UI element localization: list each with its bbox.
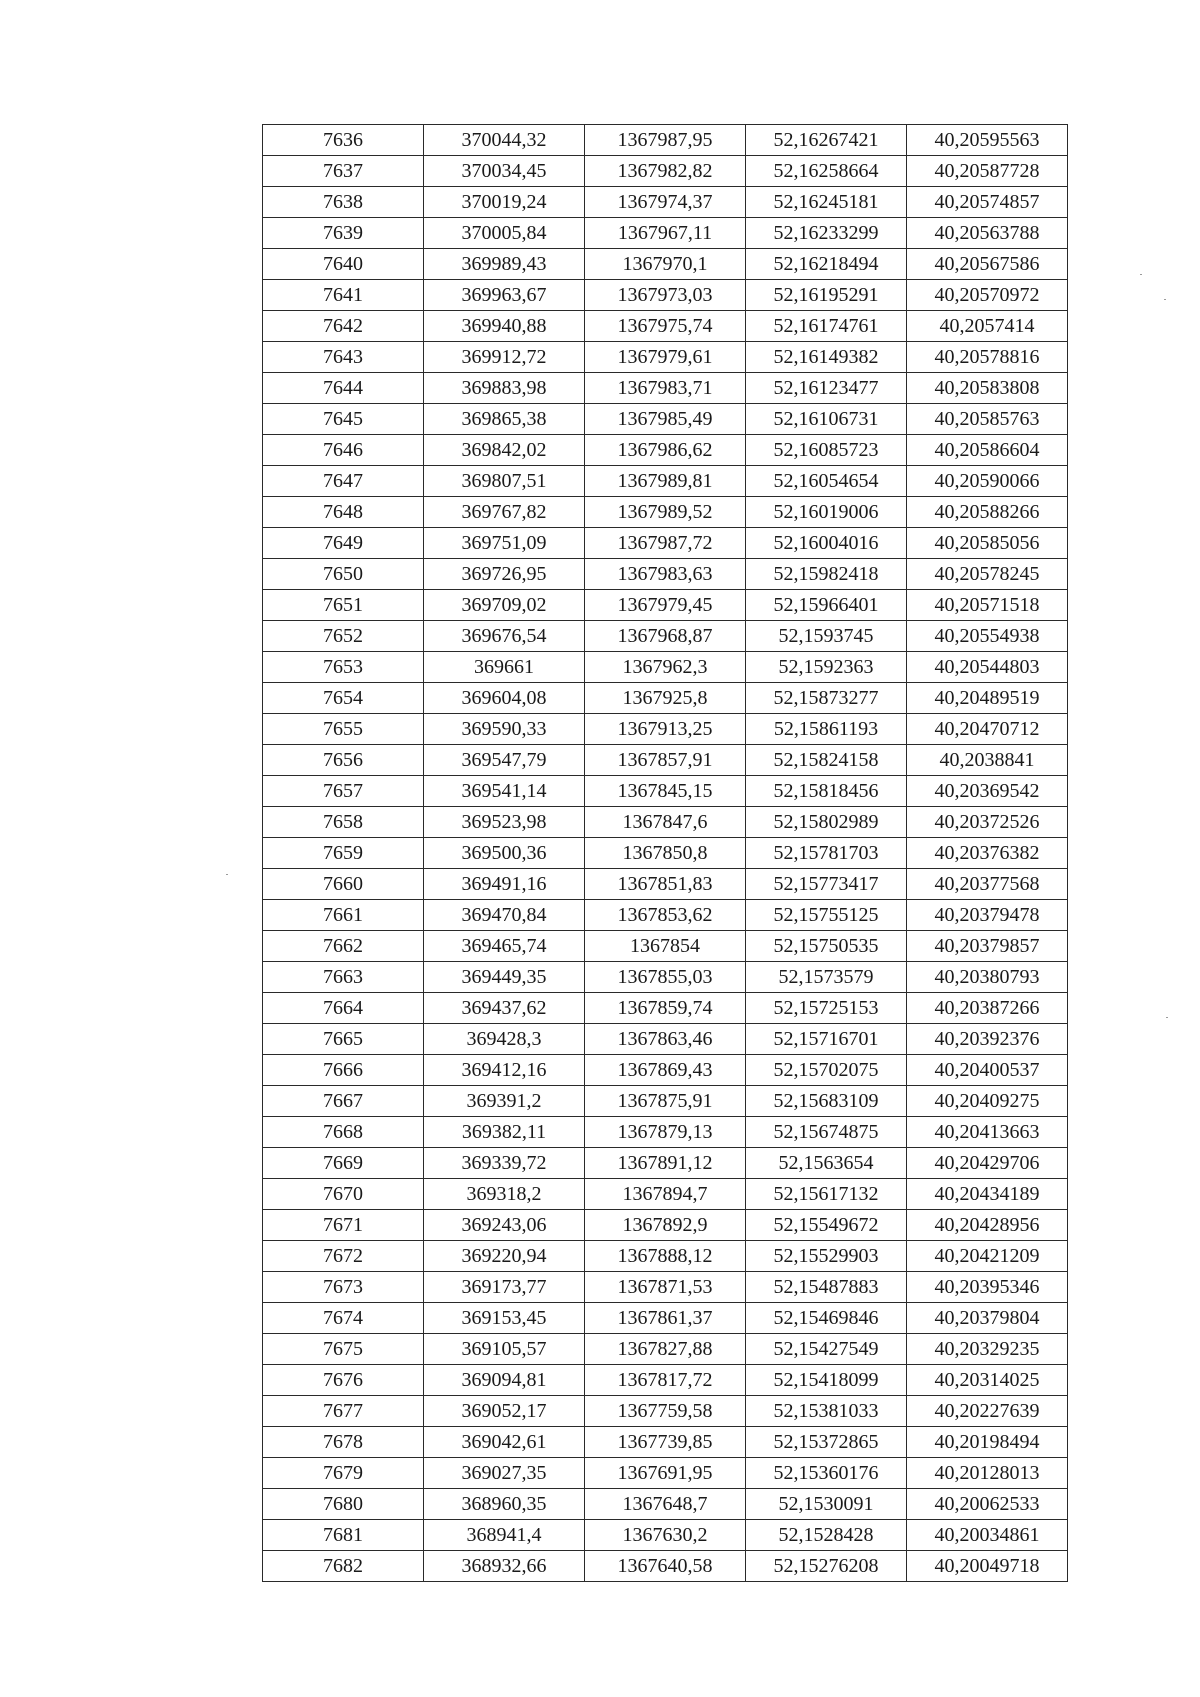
y-coordinate-cell: 1367962,3	[585, 652, 746, 683]
point-number-cell: 7651	[263, 590, 424, 621]
table-row	[263, 900, 1068, 931]
point-number-cell: 7665	[263, 1024, 424, 1055]
table-row	[263, 745, 1068, 776]
table-row	[263, 776, 1068, 807]
table-row	[263, 1210, 1068, 1241]
table-row	[263, 1334, 1068, 1365]
latitude-cell: 52,15549672	[746, 1210, 907, 1241]
table-row	[263, 1427, 1068, 1458]
longitude-cell: 40,20421209	[907, 1241, 1068, 1272]
x-coordinate-cell: 369751,09	[424, 528, 585, 559]
latitude-cell: 52,16218494	[746, 249, 907, 280]
point-number-cell: 7669	[263, 1148, 424, 1179]
y-coordinate-cell: 1367759,58	[585, 1396, 746, 1427]
y-coordinate-cell: 1367648,7	[585, 1489, 746, 1520]
y-coordinate-cell: 1367973,03	[585, 280, 746, 311]
y-coordinate-cell: 1367968,87	[585, 621, 746, 652]
latitude-cell: 52,15418099	[746, 1365, 907, 1396]
longitude-cell: 40,20567586	[907, 249, 1068, 280]
latitude-cell: 52,15487883	[746, 1272, 907, 1303]
latitude-cell: 52,15674875	[746, 1117, 907, 1148]
point-number-cell: 7644	[263, 373, 424, 404]
latitude-cell: 52,16233299	[746, 218, 907, 249]
x-coordinate-cell: 368960,35	[424, 1489, 585, 1520]
longitude-cell: 40,20409275	[907, 1086, 1068, 1117]
x-coordinate-cell: 369465,74	[424, 931, 585, 962]
longitude-cell: 40,20574857	[907, 187, 1068, 218]
latitude-cell: 52,16149382	[746, 342, 907, 373]
scan-speck	[1166, 1017, 1168, 1018]
point-number-cell: 7671	[263, 1210, 424, 1241]
table-row	[263, 528, 1068, 559]
latitude-cell: 52,15824158	[746, 745, 907, 776]
point-number-cell: 7636	[263, 125, 424, 156]
y-coordinate-cell: 1367879,13	[585, 1117, 746, 1148]
y-coordinate-cell: 1367987,95	[585, 125, 746, 156]
table-row	[263, 466, 1068, 497]
point-number-cell: 7638	[263, 187, 424, 218]
latitude-cell: 52,15529903	[746, 1241, 907, 1272]
latitude-cell: 52,1593745	[746, 621, 907, 652]
x-coordinate-cell: 369153,45	[424, 1303, 585, 1334]
longitude-cell: 40,20544803	[907, 652, 1068, 683]
y-coordinate-cell: 1367974,37	[585, 187, 746, 218]
y-coordinate-cell: 1367859,74	[585, 993, 746, 1024]
table-row	[263, 962, 1068, 993]
longitude-cell: 40,20571518	[907, 590, 1068, 621]
y-coordinate-cell: 1367855,03	[585, 962, 746, 993]
table-row	[263, 1148, 1068, 1179]
x-coordinate-cell: 369428,3	[424, 1024, 585, 1055]
point-number-cell: 7663	[263, 962, 424, 993]
point-number-cell: 7658	[263, 807, 424, 838]
longitude-cell: 40,20563788	[907, 218, 1068, 249]
point-number-cell: 7657	[263, 776, 424, 807]
longitude-cell: 40,20470712	[907, 714, 1068, 745]
x-coordinate-cell: 369676,54	[424, 621, 585, 652]
longitude-cell: 40,20578245	[907, 559, 1068, 590]
longitude-cell: 40,20590066	[907, 466, 1068, 497]
table-row	[263, 838, 1068, 869]
table-row	[263, 497, 1068, 528]
latitude-cell: 52,15750535	[746, 931, 907, 962]
x-coordinate-cell: 370034,45	[424, 156, 585, 187]
x-coordinate-cell: 369661	[424, 652, 585, 683]
x-coordinate-cell: 369912,72	[424, 342, 585, 373]
table-row	[263, 249, 1068, 280]
point-number-cell: 7670	[263, 1179, 424, 1210]
point-number-cell: 7661	[263, 900, 424, 931]
x-coordinate-cell: 369523,98	[424, 807, 585, 838]
x-coordinate-cell: 370044,32	[424, 125, 585, 156]
table-row	[263, 280, 1068, 311]
latitude-cell: 52,15982418	[746, 559, 907, 590]
table-row	[263, 1241, 1068, 1272]
x-coordinate-cell: 369339,72	[424, 1148, 585, 1179]
longitude-cell: 40,20395346	[907, 1272, 1068, 1303]
longitude-cell: 40,20372526	[907, 807, 1068, 838]
x-coordinate-cell: 368941,4	[424, 1520, 585, 1551]
table-row	[263, 590, 1068, 621]
y-coordinate-cell: 1367817,72	[585, 1365, 746, 1396]
table-row	[263, 869, 1068, 900]
latitude-cell: 52,15966401	[746, 590, 907, 621]
longitude-cell: 40,20489519	[907, 683, 1068, 714]
table-row	[263, 714, 1068, 745]
table-row	[263, 1117, 1068, 1148]
y-coordinate-cell: 1367640,58	[585, 1551, 746, 1582]
latitude-cell: 52,16245181	[746, 187, 907, 218]
y-coordinate-cell: 1367894,7	[585, 1179, 746, 1210]
latitude-cell: 52,16258664	[746, 156, 907, 187]
scan-speck	[1140, 274, 1142, 275]
point-number-cell: 7675	[263, 1334, 424, 1365]
point-number-cell: 7682	[263, 1551, 424, 1582]
point-number-cell: 7679	[263, 1458, 424, 1489]
y-coordinate-cell: 1367967,11	[585, 218, 746, 249]
y-coordinate-cell: 1367975,74	[585, 311, 746, 342]
y-coordinate-cell: 1367970,1	[585, 249, 746, 280]
table-row	[263, 1272, 1068, 1303]
latitude-cell: 52,1530091	[746, 1489, 907, 1520]
longitude-cell: 40,20429706	[907, 1148, 1068, 1179]
point-number-cell: 7640	[263, 249, 424, 280]
x-coordinate-cell: 369094,81	[424, 1365, 585, 1396]
longitude-cell: 40,20413663	[907, 1117, 1068, 1148]
table-row	[263, 404, 1068, 435]
longitude-cell: 40,20585763	[907, 404, 1068, 435]
y-coordinate-cell: 1367888,12	[585, 1241, 746, 1272]
longitude-cell: 40,20314025	[907, 1365, 1068, 1396]
x-coordinate-cell: 369027,35	[424, 1458, 585, 1489]
x-coordinate-cell: 369220,94	[424, 1241, 585, 1272]
latitude-cell: 52,15372865	[746, 1427, 907, 1458]
y-coordinate-cell: 1367986,62	[585, 435, 746, 466]
table-row	[263, 311, 1068, 342]
y-coordinate-cell: 1367983,63	[585, 559, 746, 590]
point-number-cell: 7642	[263, 311, 424, 342]
point-number-cell: 7667	[263, 1086, 424, 1117]
latitude-cell: 52,16123477	[746, 373, 907, 404]
latitude-cell: 52,15781703	[746, 838, 907, 869]
longitude-cell: 40,20585056	[907, 528, 1068, 559]
point-number-cell: 7652	[263, 621, 424, 652]
longitude-cell: 40,20380793	[907, 962, 1068, 993]
y-coordinate-cell: 1367739,85	[585, 1427, 746, 1458]
x-coordinate-cell: 369541,14	[424, 776, 585, 807]
y-coordinate-cell: 1367857,91	[585, 745, 746, 776]
point-number-cell: 7656	[263, 745, 424, 776]
x-coordinate-cell: 369989,43	[424, 249, 585, 280]
point-number-cell: 7654	[263, 683, 424, 714]
y-coordinate-cell: 1367925,8	[585, 683, 746, 714]
y-coordinate-cell: 1367989,52	[585, 497, 746, 528]
x-coordinate-cell: 369173,77	[424, 1272, 585, 1303]
latitude-cell: 52,15861193	[746, 714, 907, 745]
longitude-cell: 40,20049718	[907, 1551, 1068, 1582]
table-row	[263, 1551, 1068, 1582]
point-number-cell: 7646	[263, 435, 424, 466]
y-coordinate-cell: 1367913,25	[585, 714, 746, 745]
y-coordinate-cell: 1367630,2	[585, 1520, 746, 1551]
x-coordinate-cell: 369963,67	[424, 280, 585, 311]
longitude-cell: 40,20227639	[907, 1396, 1068, 1427]
point-number-cell: 7645	[263, 404, 424, 435]
x-coordinate-cell: 370019,24	[424, 187, 585, 218]
x-coordinate-cell: 369470,84	[424, 900, 585, 931]
longitude-cell: 40,20379857	[907, 931, 1068, 962]
latitude-cell: 52,15683109	[746, 1086, 907, 1117]
y-coordinate-cell: 1367691,95	[585, 1458, 746, 1489]
y-coordinate-cell: 1367853,62	[585, 900, 746, 931]
x-coordinate-cell: 369807,51	[424, 466, 585, 497]
x-coordinate-cell: 369491,16	[424, 869, 585, 900]
x-coordinate-cell: 369940,88	[424, 311, 585, 342]
x-coordinate-cell: 369105,57	[424, 1334, 585, 1365]
point-number-cell: 7659	[263, 838, 424, 869]
longitude-cell: 40,20198494	[907, 1427, 1068, 1458]
latitude-cell: 52,15702075	[746, 1055, 907, 1086]
longitude-cell: 40,20434189	[907, 1179, 1068, 1210]
scan-speck	[1164, 299, 1166, 300]
point-number-cell: 7653	[263, 652, 424, 683]
point-number-cell: 7664	[263, 993, 424, 1024]
table-row	[263, 1055, 1068, 1086]
latitude-cell: 52,15873277	[746, 683, 907, 714]
latitude-cell: 52,16004016	[746, 528, 907, 559]
x-coordinate-cell: 369449,35	[424, 962, 585, 993]
latitude-cell: 52,1573579	[746, 962, 907, 993]
latitude-cell: 52,15725153	[746, 993, 907, 1024]
latitude-cell: 52,15617132	[746, 1179, 907, 1210]
x-coordinate-cell: 369883,98	[424, 373, 585, 404]
point-number-cell: 7681	[263, 1520, 424, 1551]
point-number-cell: 7662	[263, 931, 424, 962]
y-coordinate-cell: 1367892,9	[585, 1210, 746, 1241]
table-row	[263, 1489, 1068, 1520]
latitude-cell: 52,15755125	[746, 900, 907, 931]
y-coordinate-cell: 1367979,61	[585, 342, 746, 373]
y-coordinate-cell: 1367827,88	[585, 1334, 746, 1365]
x-coordinate-cell: 369382,11	[424, 1117, 585, 1148]
longitude-cell: 40,20376382	[907, 838, 1068, 869]
y-coordinate-cell: 1367850,8	[585, 838, 746, 869]
longitude-cell: 40,20329235	[907, 1334, 1068, 1365]
x-coordinate-cell: 369412,16	[424, 1055, 585, 1086]
table-row	[263, 1520, 1068, 1551]
x-coordinate-cell: 369590,33	[424, 714, 585, 745]
y-coordinate-cell: 1367851,83	[585, 869, 746, 900]
x-coordinate-cell: 369726,95	[424, 559, 585, 590]
latitude-cell: 52,16195291	[746, 280, 907, 311]
x-coordinate-cell: 369709,02	[424, 590, 585, 621]
coordinates-table	[262, 124, 1068, 1582]
table-row	[263, 156, 1068, 187]
point-number-cell: 7676	[263, 1365, 424, 1396]
longitude-cell: 40,20588266	[907, 497, 1068, 528]
latitude-cell: 52,16054654	[746, 466, 907, 497]
y-coordinate-cell: 1367989,81	[585, 466, 746, 497]
longitude-cell: 40,2038841	[907, 745, 1068, 776]
table-row	[263, 652, 1068, 683]
table-row	[263, 1179, 1068, 1210]
latitude-cell: 52,16267421	[746, 125, 907, 156]
latitude-cell: 52,1528428	[746, 1520, 907, 1551]
x-coordinate-cell: 369318,2	[424, 1179, 585, 1210]
y-coordinate-cell: 1367982,82	[585, 156, 746, 187]
latitude-cell: 52,15276208	[746, 1551, 907, 1582]
point-number-cell: 7647	[263, 466, 424, 497]
point-number-cell: 7649	[263, 528, 424, 559]
table-row	[263, 1086, 1068, 1117]
x-coordinate-cell: 368932,66	[424, 1551, 585, 1582]
table-row	[263, 993, 1068, 1024]
table-row	[263, 1024, 1068, 1055]
point-number-cell: 7639	[263, 218, 424, 249]
latitude-cell: 52,16174761	[746, 311, 907, 342]
x-coordinate-cell: 370005,84	[424, 218, 585, 249]
x-coordinate-cell: 369842,02	[424, 435, 585, 466]
point-number-cell: 7672	[263, 1241, 424, 1272]
latitude-cell: 52,15381033	[746, 1396, 907, 1427]
point-number-cell: 7678	[263, 1427, 424, 1458]
x-coordinate-cell: 369547,79	[424, 745, 585, 776]
longitude-cell: 40,20400537	[907, 1055, 1068, 1086]
y-coordinate-cell: 1367875,91	[585, 1086, 746, 1117]
longitude-cell: 40,20554938	[907, 621, 1068, 652]
table-row	[263, 1303, 1068, 1334]
latitude-cell: 52,15469846	[746, 1303, 907, 1334]
latitude-cell: 52,15360176	[746, 1458, 907, 1489]
point-number-cell: 7673	[263, 1272, 424, 1303]
longitude-cell: 40,20428956	[907, 1210, 1068, 1241]
point-number-cell: 7660	[263, 869, 424, 900]
y-coordinate-cell: 1367847,6	[585, 807, 746, 838]
point-number-cell: 7668	[263, 1117, 424, 1148]
table-row	[263, 1396, 1068, 1427]
longitude-cell: 40,20387266	[907, 993, 1068, 1024]
longitude-cell: 40,20587728	[907, 156, 1068, 187]
longitude-cell: 40,20586604	[907, 435, 1068, 466]
y-coordinate-cell: 1367985,49	[585, 404, 746, 435]
x-coordinate-cell: 369042,61	[424, 1427, 585, 1458]
table-row	[263, 683, 1068, 714]
latitude-cell: 52,1563654	[746, 1148, 907, 1179]
latitude-cell: 52,15716701	[746, 1024, 907, 1055]
y-coordinate-cell: 1367871,53	[585, 1272, 746, 1303]
x-coordinate-cell: 369865,38	[424, 404, 585, 435]
latitude-cell: 52,15802989	[746, 807, 907, 838]
x-coordinate-cell: 369767,82	[424, 497, 585, 528]
table-row	[263, 125, 1068, 156]
longitude-cell: 40,20377568	[907, 869, 1068, 900]
y-coordinate-cell: 1367983,71	[585, 373, 746, 404]
table-row	[263, 1365, 1068, 1396]
table-row	[263, 218, 1068, 249]
point-number-cell: 7650	[263, 559, 424, 590]
table-row	[263, 621, 1068, 652]
table-row	[263, 342, 1068, 373]
y-coordinate-cell: 1367854	[585, 931, 746, 962]
longitude-cell: 40,20583808	[907, 373, 1068, 404]
longitude-cell: 40,20379804	[907, 1303, 1068, 1334]
point-number-cell: 7648	[263, 497, 424, 528]
y-coordinate-cell: 1367891,12	[585, 1148, 746, 1179]
table-row	[263, 373, 1068, 404]
longitude-cell: 40,20392376	[907, 1024, 1068, 1055]
table-row	[263, 187, 1068, 218]
latitude-cell: 52,16106731	[746, 404, 907, 435]
point-number-cell: 7655	[263, 714, 424, 745]
longitude-cell: 40,20034861	[907, 1520, 1068, 1551]
point-number-cell: 7641	[263, 280, 424, 311]
longitude-cell: 40,20379478	[907, 900, 1068, 931]
x-coordinate-cell: 369437,62	[424, 993, 585, 1024]
latitude-cell: 52,15818456	[746, 776, 907, 807]
longitude-cell: 40,2057414	[907, 311, 1068, 342]
latitude-cell: 52,1592363	[746, 652, 907, 683]
longitude-cell: 40,20570972	[907, 280, 1068, 311]
longitude-cell: 40,20062533	[907, 1489, 1068, 1520]
latitude-cell: 52,15773417	[746, 869, 907, 900]
longitude-cell: 40,20369542	[907, 776, 1068, 807]
y-coordinate-cell: 1367863,46	[585, 1024, 746, 1055]
table-row	[263, 1458, 1068, 1489]
latitude-cell: 52,16019006	[746, 497, 907, 528]
point-number-cell: 7637	[263, 156, 424, 187]
point-number-cell: 7674	[263, 1303, 424, 1334]
x-coordinate-cell: 369604,08	[424, 683, 585, 714]
table-row	[263, 807, 1068, 838]
coordinates-table-body	[263, 125, 1068, 1582]
scan-speck	[226, 874, 228, 875]
x-coordinate-cell: 369500,36	[424, 838, 585, 869]
table-row	[263, 559, 1068, 590]
x-coordinate-cell: 369052,17	[424, 1396, 585, 1427]
y-coordinate-cell: 1367979,45	[585, 590, 746, 621]
y-coordinate-cell: 1367869,43	[585, 1055, 746, 1086]
point-number-cell: 7677	[263, 1396, 424, 1427]
x-coordinate-cell: 369391,2	[424, 1086, 585, 1117]
y-coordinate-cell: 1367987,72	[585, 528, 746, 559]
latitude-cell: 52,15427549	[746, 1334, 907, 1365]
longitude-cell: 40,20595563	[907, 125, 1068, 156]
x-coordinate-cell: 369243,06	[424, 1210, 585, 1241]
latitude-cell: 52,16085723	[746, 435, 907, 466]
table-row	[263, 435, 1068, 466]
table-row	[263, 931, 1068, 962]
point-number-cell: 7680	[263, 1489, 424, 1520]
longitude-cell: 40,20128013	[907, 1458, 1068, 1489]
y-coordinate-cell: 1367845,15	[585, 776, 746, 807]
point-number-cell: 7643	[263, 342, 424, 373]
longitude-cell: 40,20578816	[907, 342, 1068, 373]
point-number-cell: 7666	[263, 1055, 424, 1086]
y-coordinate-cell: 1367861,37	[585, 1303, 746, 1334]
